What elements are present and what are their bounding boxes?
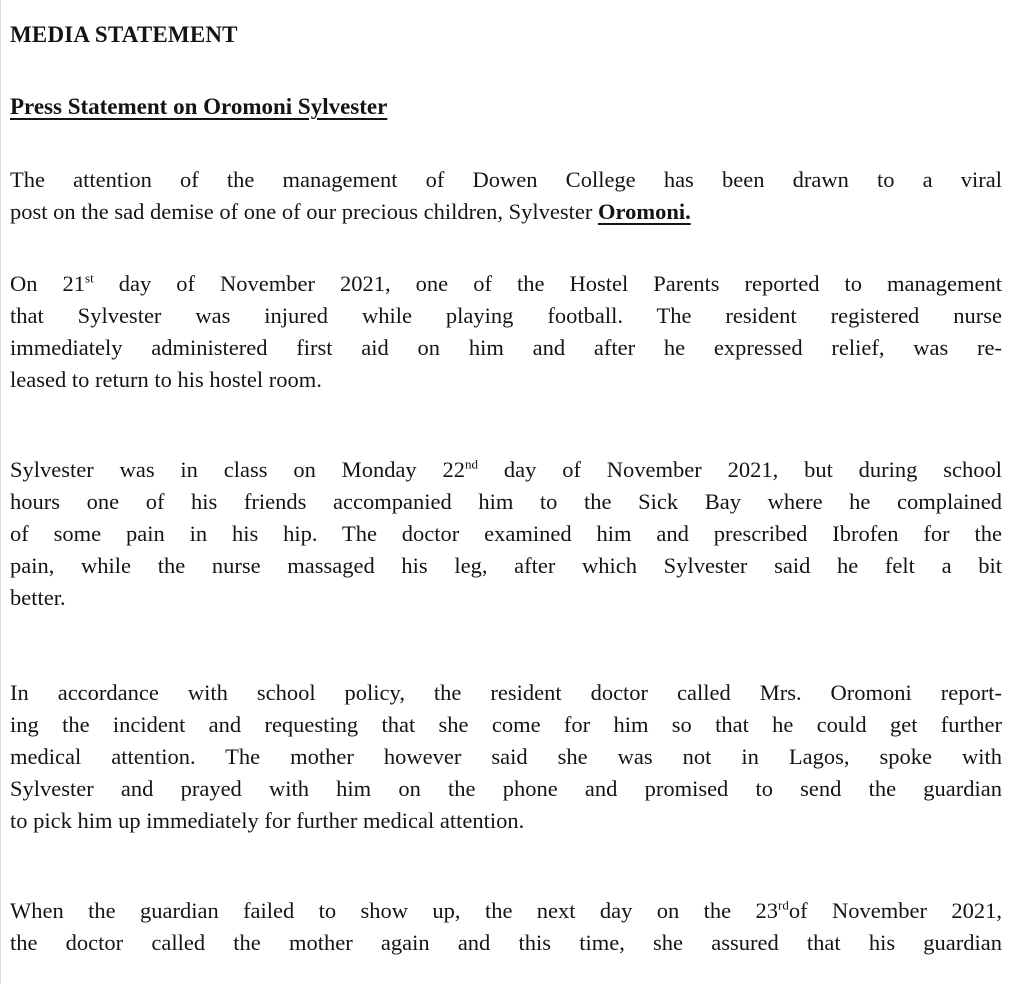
paragraph-line: leased to return to his hostel room. <box>10 367 322 392</box>
paragraph-line: to pick him up immediately for further medical attention. <box>10 808 525 833</box>
paragraph-5 <box>10 895 1002 959</box>
paragraph-line: better. <box>10 585 66 610</box>
paragraph-line-text: When the guardian failed to show up, the next day on the 23 <box>10 898 779 923</box>
ordinal-suffix: rd <box>778 897 789 913</box>
paragraph-line: that Sylvester was injured while playing football. The resident registered nurse <box>10 303 1002 328</box>
paragraph-line: pain, while the nurse massaged his leg, after which Sylvester said he felt a bit <box>10 553 1002 578</box>
paragraph-3 <box>10 454 1002 614</box>
ordinal-suffix: st <box>85 270 94 286</box>
paragraph-line: hours one of his friends accompanied him to the Sick Bay where he complained <box>10 489 1002 514</box>
paragraph-line: medical attention. The mother however said she was not in Lagos, spoke with <box>10 744 1002 769</box>
document-heading: MEDIA STATEMENT <box>10 22 238 47</box>
paragraph-line-text: On 21 <box>10 271 86 296</box>
paragraph-line: the doctor called the mother again and this time, she assured that his guardian <box>10 930 1002 955</box>
paragraph-1 <box>10 164 1002 228</box>
paragraph-line-text: of November 2021, <box>788 898 1002 923</box>
paragraph-line-text: day of November 2021, but during school <box>478 457 1002 482</box>
paragraph-line <box>10 454 1002 486</box>
paragraph-line <box>10 895 1002 927</box>
paragraph-line-text: Sylvester was in class on Monday 22 <box>10 457 466 482</box>
paragraph-4 <box>10 677 1002 837</box>
ordinal-suffix: nd <box>465 456 479 472</box>
press-statement-title: Press Statement on Oromoni Sylvester <box>10 94 388 119</box>
paragraph-line: of some pain in his hip. The doctor examined him and prescribed Ibrofen for the <box>10 521 1002 546</box>
paragraph-line: In accordance with school policy, the resident doctor called Mrs. Oromoni report- <box>10 680 1002 705</box>
paragraph-line: immediately administered first aid on him and after he expressed relief, was re- <box>10 335 1002 360</box>
paragraph-line: Sylvester and prayed with him on the phone and promised to send the guardian <box>10 776 1002 801</box>
paragraph-line-text: day of November 2021, one of the Hostel Parents reported to management <box>93 271 1002 296</box>
paragraph-line <box>10 196 1002 228</box>
paragraph-line <box>10 268 1002 300</box>
name-emphasis: Oromoni. <box>598 199 691 224</box>
paragraph-2 <box>10 268 1002 396</box>
paragraph-line: The attention of the management of Dowen College has been drawn to a viral <box>10 167 1002 192</box>
paragraph-line: ing the incident and requesting that she come for him so that he could get further <box>10 712 1002 737</box>
paragraph-line-text: post on the sad demise of one of our precious children, Sylvester <box>10 199 593 224</box>
